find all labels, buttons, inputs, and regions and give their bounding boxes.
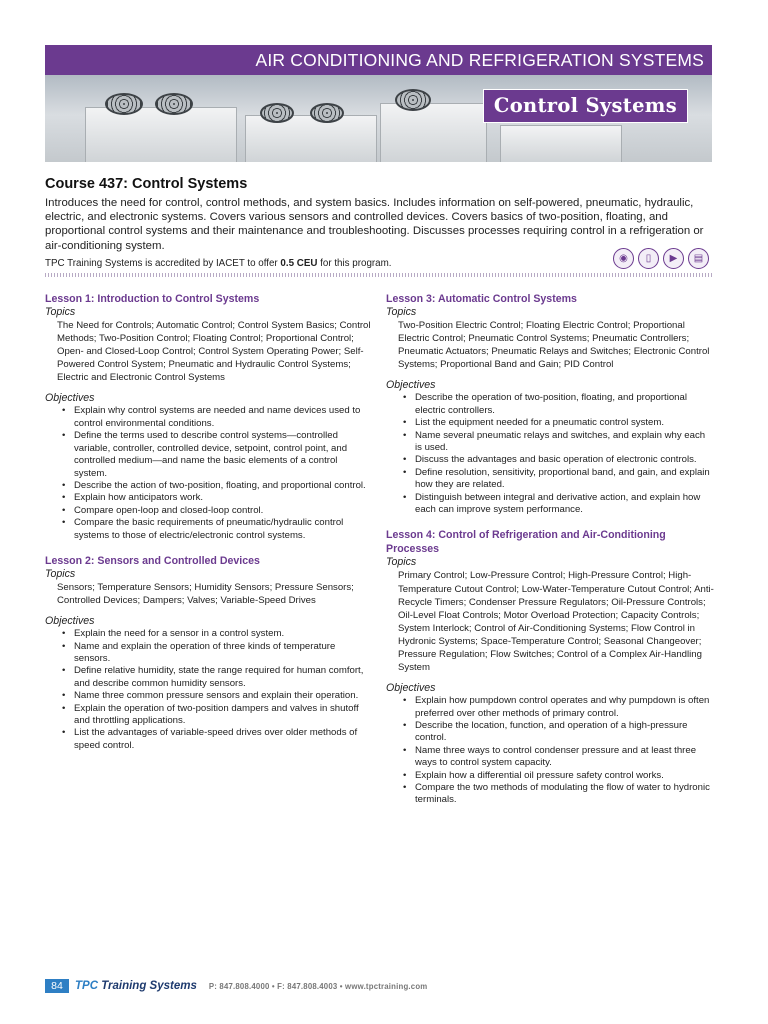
- contact-info: P: 847.808.4000 • F: 847.808.4003 • www.tpctraining.com: [208, 981, 428, 991]
- brand-rest: Training Systems: [98, 980, 197, 992]
- objective-item: • Explain how pumpdown control operates and why pumpdown is often preferred over other methods of primary control.: [386, 695, 714, 720]
- page-number: 84: [45, 979, 69, 993]
- hvac-unit-image: [245, 115, 377, 162]
- topics-text: Sensors; Temperature Sensors; Humidity Sensors; Pressure Sensors; Controlled Devices; Dampers; Valves; Variable-Speed Drives: [57, 581, 354, 607]
- objective-item: • Define resolution, sensitivity, proportional band, and gain, and explain how they are related.: [386, 467, 714, 492]
- title-box-text: Control Systems: [493, 94, 677, 117]
- lesson-title: Lesson 3: Automatic Control Systems: [386, 293, 577, 305]
- lesson-title: Lesson 1: Introduction to Control Systems: [45, 293, 260, 305]
- accreditation-text: [45, 258, 391, 269]
- objective-item: • Name several pneumatic relays and switches, and explain why each is used.: [386, 430, 714, 455]
- objectives-list: [386, 695, 714, 807]
- video-icon: ▶: [663, 248, 684, 269]
- hvac-unit-image: [380, 103, 487, 162]
- objective-item: • Explain the need for a sensor in a control system.: [45, 628, 373, 640]
- fan-image: [260, 103, 294, 123]
- brand-logo: [75, 980, 197, 992]
- objective-item: • List the equipment needed for a pneumatic control system.: [386, 417, 714, 429]
- objective-item: • Name and explain the operation of three kinds of temperature sensors.: [45, 641, 373, 666]
- objective-item: • Distinguish between integral and derivative action, and explain how each can improve system performance.: [386, 492, 714, 517]
- course-intro: Introduces the need for control, control methods, and system basics. Includes information on self-powered, pneumatic, hydraulic, electric, and electronic systems. Covers various sensors and controlled devices. Covers basics of two-position, floating, and proportional control systems and their maintenance and troubleshooting. Discusses processes requiring control in a refrigeration or air-conditioning system.: [45, 197, 704, 252]
- objectives-label: Objectives: [386, 379, 436, 392]
- objective-item: • Compare open-loop and closed-loop control.: [45, 505, 373, 517]
- objective-item: • Describe the action of two-position, floating, and proportional control.: [45, 480, 373, 492]
- objective-item: • List the advantages of variable-speed drives over older methods of speed control.: [45, 727, 373, 752]
- objective-item: • Compare the two methods of modulating the flow of water to hydronic terminals.: [386, 782, 714, 807]
- objective-item: • Explain how anticipators work.: [45, 492, 373, 504]
- right-column: [386, 292, 714, 807]
- tablet-icon: ▯: [638, 248, 659, 269]
- fan-image: [155, 93, 193, 115]
- lesson-3: [386, 292, 714, 516]
- fan-image: [105, 93, 143, 115]
- objective-item: • Explain the operation of two-position dampers and valves in shutoff and throttling applications.: [45, 703, 373, 728]
- objective-item: • Describe the operation of two-position, floating, and proportional electric controllers.: [386, 392, 714, 417]
- objective-item: • Define the terms used to describe control systems—controlled variable, controller, controlled device, setpoint, control point, and controlled medium—and name the basic elements of a control system.: [45, 430, 373, 480]
- banner-bar: [45, 45, 712, 75]
- objective-item: • Explain why control systems are needed and name devices used to control environmental conditions.: [45, 405, 373, 430]
- banner-text: AIR CONDITIONING AND REFRIGERATION SYSTEMS: [255, 50, 704, 70]
- topics-text: Two-Position Electric Control; Floating Electric Control; Proportional Electric Control; Pneumatic Control Systems; Pneumatic Controllers; Pneumatic Actuators; Pneumatic Relays and Switches; Electronic Control Systems; Proportional Band and Gain; PID Control: [398, 320, 710, 371]
- objectives-label: Objectives: [45, 392, 95, 405]
- footer: [45, 978, 427, 994]
- objective-item: • Explain how a differential oil pressure safety control works.: [386, 770, 714, 782]
- hvac-unit-image: [85, 107, 237, 162]
- hvac-unit-image: [500, 125, 622, 162]
- header-banner: [45, 45, 712, 162]
- topics-label: Topics: [45, 306, 76, 318]
- accred-prefix: TPC Training Systems is accredited by IACET to offer: [45, 258, 281, 269]
- topics-label: Topics: [386, 306, 417, 318]
- divider: [45, 273, 712, 277]
- objective-item: • Name three common pressure sensors and explain their operation.: [45, 690, 373, 702]
- objectives-list: [45, 628, 373, 752]
- lesson-1: [45, 292, 373, 542]
- format-icons: [613, 248, 709, 269]
- objective-item: • Discuss the advantages and basic operation of electronic controls.: [386, 454, 714, 466]
- objectives-list: [45, 405, 373, 541]
- objectives-label: Objectives: [45, 615, 95, 628]
- topics-label: Topics: [45, 567, 76, 580]
- lesson-title: Lesson 4: Control of Refrigeration and Air-Conditioning Processes: [386, 529, 666, 556]
- lesson-4: [386, 528, 714, 806]
- topics-text: The Need for Controls; Automatic Control; Control System Basics; Control Methods; Two-Position Control; Floating Control; Proportional Control; Open- and Closed-Loop Control; Control System Operating Power; Self-Powered Control System; Pneumatic and Hydraulic Control Systems; Electric and Electronic Control Systems: [57, 320, 371, 384]
- accred-suffix: for this program.: [317, 258, 392, 269]
- objective-item: • Name three ways to control condenser pressure and at least three ways to control system capacity.: [386, 745, 714, 770]
- print-icon: ▤: [688, 248, 709, 269]
- objectives-label: Objectives: [386, 682, 436, 695]
- objective-item: • Compare the basic requirements of pneumatic/hydraulic control systems to those of electric/electronic control systems.: [45, 517, 373, 542]
- globe-icon: ◉: [613, 248, 634, 269]
- accred-ceu: 0.5 CEU: [280, 258, 318, 269]
- fan-image: [395, 89, 431, 111]
- brand-tpc: TPC: [75, 980, 98, 992]
- course-title: Course 437: Control Systems: [45, 176, 248, 192]
- objectives-list: [386, 392, 714, 516]
- lesson-title: Lesson 2: Sensors and Controlled Devices: [45, 554, 260, 567]
- fan-image: [310, 103, 344, 123]
- left-column: [45, 292, 373, 752]
- objective-item: • Define relative humidity, state the range required for human comfort, and describe common humidity sensors.: [45, 665, 373, 690]
- objective-item: • Describe the location, function, and operation of a high-pressure control.: [386, 720, 714, 745]
- topics-text: Primary Control; Low-Pressure Control; High-Pressure Control; High-Temperature Cutout Control; Low-Water-Temperature Cutout Control; Anti-Recycle Timers; Condenser Pressure Regulators; Oil-Pressure Controls; Oil-Level Float Controls; Motor Overload Protection; Capacity Controls; System Interlock; Control of Air-Conditioning Systems; Flow Control in Hydronic Systems; Space-Temperature Control; Seasonal Changeover; Pressure Regulation; Flow Switches; Control of a Complex Air-Handling System: [398, 570, 714, 674]
- topics-label: Topics: [386, 556, 417, 569]
- lesson-2: [45, 554, 373, 752]
- title-box: [483, 89, 688, 123]
